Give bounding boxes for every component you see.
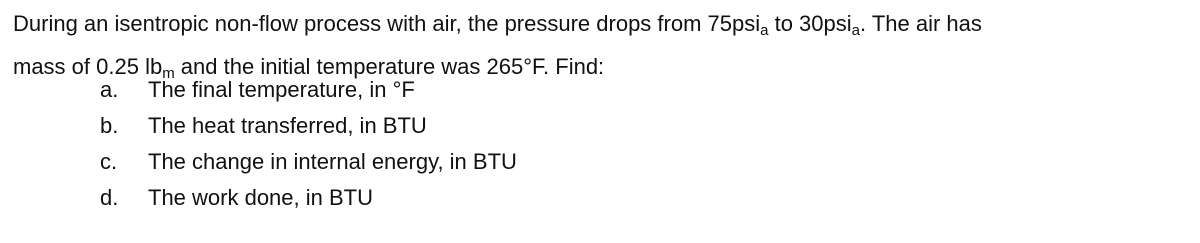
intro-text: and the initial temperature was 265°F. Find: — [174, 54, 605, 79]
subscript-absolute: a — [851, 22, 860, 39]
item-letter: a. — [100, 77, 119, 102]
question-item-d — [100, 180, 517, 216]
question-item-c — [100, 144, 517, 180]
intro-text: During an isentropic non-flow process with air, the pressure drops from 75psi — [13, 11, 761, 36]
item-letter: b. — [100, 113, 119, 138]
item-text: The change in internal energy, in BTU — [148, 149, 517, 174]
intro-text: . The air has — [860, 11, 982, 36]
intro-text: to 30psi — [768, 11, 852, 36]
item-letter: d. — [100, 185, 119, 210]
question-item-a — [100, 72, 517, 108]
question-item-b — [100, 108, 517, 144]
item-text: The heat transferred, in BTU — [148, 113, 427, 138]
item-text: The work done, in BTU — [148, 185, 373, 210]
subscript-absolute: a — [760, 22, 769, 39]
item-letter: c. — [100, 149, 118, 174]
subscript-mass: m — [162, 65, 175, 82]
item-text: The final temperature, in °F — [148, 77, 415, 102]
question-list — [100, 72, 517, 216]
intro-text: mass of 0.25 lb — [13, 54, 163, 79]
